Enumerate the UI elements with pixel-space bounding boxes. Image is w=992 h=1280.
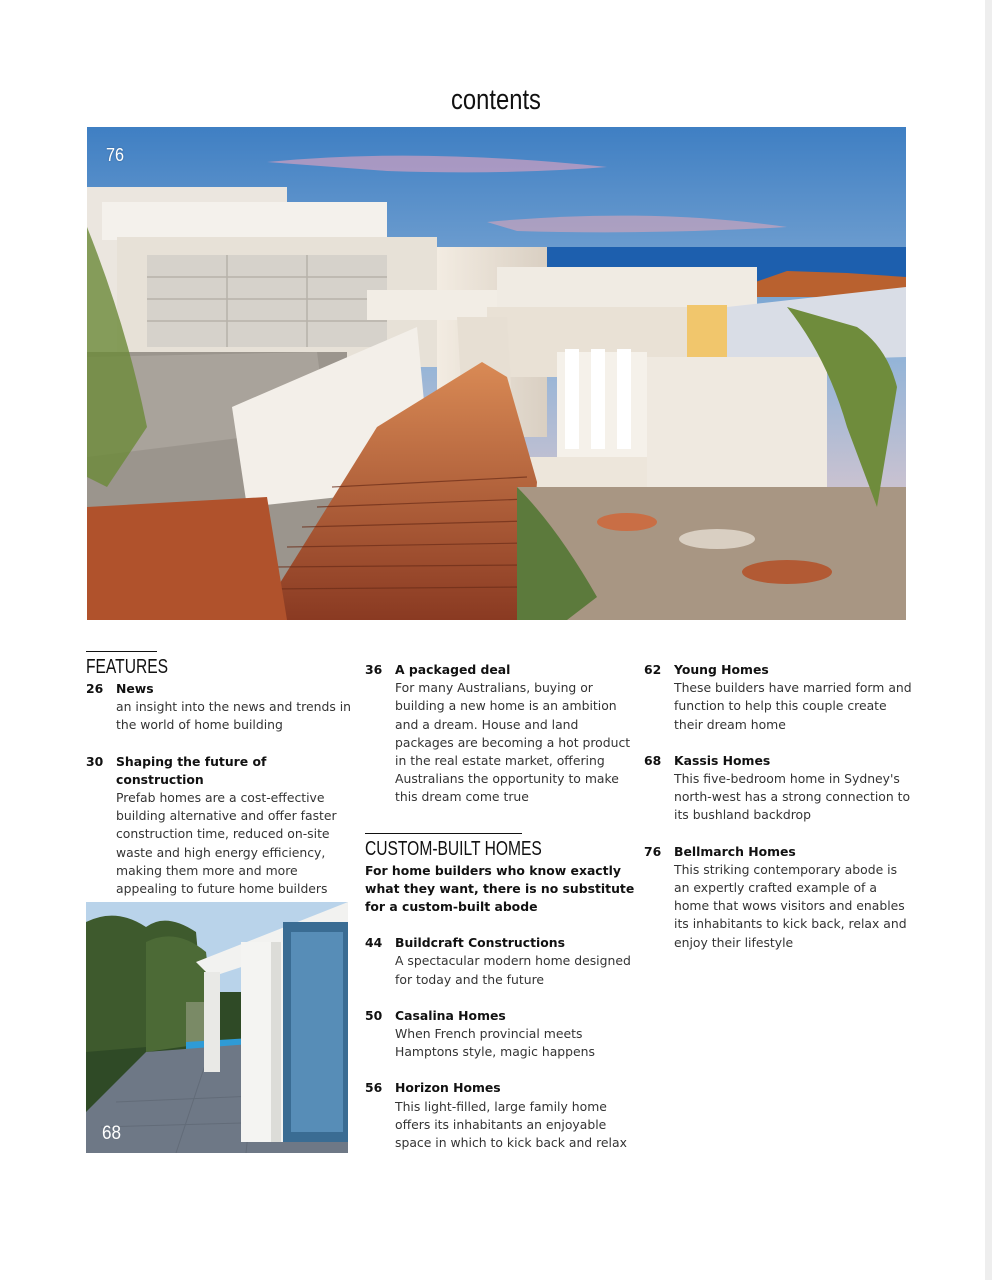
entry-page-number: 56 — [365, 1080, 383, 1096]
toc-entry[interactable] — [365, 1079, 635, 1152]
page-title: contents — [451, 84, 541, 116]
entry-page-number: 26 — [86, 681, 104, 696]
page-edge — [985, 0, 992, 1280]
section-rule — [86, 651, 157, 652]
entry-title: Shaping the future of construction — [116, 753, 267, 787]
entry-title: News — [116, 681, 154, 696]
entry-page-number: 62 — [644, 662, 662, 677]
entry-description: This five-bedroom home in Sydney's north-west has a strong connection to its bushland backdrop — [674, 771, 911, 823]
entry-page-number: 50 — [365, 1007, 383, 1023]
entry-title: Bellmarch Homes — [674, 843, 796, 859]
right-column — [644, 661, 914, 952]
toc-entry[interactable] — [365, 934, 635, 989]
custom-built-heading: CUSTOM-BUILT HOMES — [365, 837, 542, 860]
hero-page-number: 76 — [106, 145, 125, 165]
toc-entry[interactable] — [644, 661, 914, 734]
features-heading: FEATURES — [86, 656, 169, 678]
toc-entry[interactable] — [86, 680, 354, 735]
entry-page-number: 68 — [644, 752, 662, 768]
entry-title: Buildcraft Constructions — [395, 935, 565, 951]
entry-description: This striking contemporary abode is an expertly crafted example of a home that wows visitors and enables its inhabitants to kick back, relax and enjoy their lifestyle — [674, 861, 907, 950]
entry-title: Horizon Homes — [395, 1080, 501, 1096]
features-column — [86, 651, 354, 898]
toc-entry[interactable] — [644, 752, 914, 825]
entry-title: A packaged deal — [395, 662, 511, 677]
entry-description: Prefab homes are a cost-effective building alternative and offer faster construction time, reduced on-site waste and high energy efficiency, making them more and more appealing to future home builders — [116, 790, 337, 897]
entry-page-number: 44 — [365, 935, 383, 951]
hero-photo — [87, 127, 906, 620]
middle-column — [365, 661, 635, 1152]
custom-built-intro: For home builders who know exactly what they want, there is no substitute for a custom-built abode — [365, 862, 635, 915]
entry-page-number: 36 — [365, 662, 383, 677]
toc-entry[interactable] — [86, 753, 354, 899]
entry-description: This light-filled, large family home offers its inhabitants an enjoyable space in which to kick back and relax — [395, 1098, 627, 1151]
toc-entry[interactable] — [365, 661, 635, 807]
toc-entry[interactable] — [365, 1007, 635, 1062]
kassis-homes-photo — [86, 902, 348, 1153]
entry-description: A spectacular modern home designed for today and the future — [395, 953, 631, 987]
entry-description: These builders have married form and function to help this couple create their dream home — [674, 680, 912, 732]
entry-description: For many Australians, buying or building a new home is an ambition and a dream. House and land packages are becoming a hot product in the real estate market, offering Australians the opportunity to make this dream come true — [395, 680, 631, 805]
entry-page-number: 30 — [86, 753, 104, 769]
entry-title: Young Homes — [674, 662, 769, 677]
hero-photo-illustration — [87, 127, 906, 620]
section-rule — [365, 833, 522, 834]
toc-entry[interactable] — [644, 843, 914, 952]
entry-description: an insight into the news and trends in the world of home building — [116, 699, 352, 733]
entry-title: Kassis Homes — [674, 752, 771, 768]
photo2-page-number: 68 — [102, 1123, 122, 1144]
entry-description: When French provincial meets Hamptons style, magic happens — [395, 1026, 595, 1060]
kassis-photo-illustration — [86, 902, 348, 1153]
entry-page-number: 76 — [644, 843, 662, 859]
entry-title: Casalina Homes — [395, 1007, 506, 1023]
